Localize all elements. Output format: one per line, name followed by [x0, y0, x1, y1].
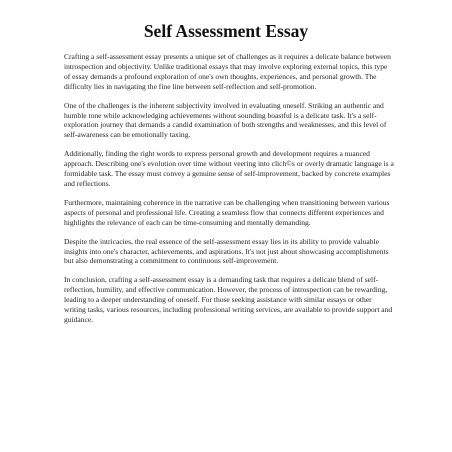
paragraph-essence: Despite the intricacies, the real essence of the self-assessment essay lies in its ability to provide valuable insights into one's character, achievements, and aspirations. It's not just about showcasing accomplishments but also demonstrating a commitment to continuous self-improvement. — [64, 236, 389, 266]
document-body — [64, 52, 394, 334]
paragraph-subjectivity: One of the challenges is the inherent subjectivity involved in evaluating oneself. Striking an authentic and humble tone while acknowledging achievements without sounding boastful is a delicate task. It's a self-exploration journey that demands a candid examination of both strengths and weaknesses, and this level of self-awareness can be emotionally taxing. — [64, 100, 387, 140]
paragraph-coherence: Furthermore, maintaining coherence in the narrative can be challenging when transitioning between various aspects of personal and professional life. Creating a seamless flow that connects different experiences and highlights the relevance of each can be time-consuming and mentally demanding. — [64, 197, 390, 227]
paragraph-growth: Additionally, finding the right words to express personal growth and development requires a nuanced approach. Describing one's evolution over time without veering into clich©s or overly dramatic language is a formidable task. The essay must convey a genuine sense of self-improvement, backed by concrete examples and reflections. — [64, 149, 394, 188]
document-title: Self Assessment Essay — [143, 21, 309, 41]
paragraph-intro: Crafting a self-assessment essay presents a unique set of challenges as it requires a delicate balance between introspection and objectivity. Unlike traditional essays that may involve exploring external topics, this type of essay demands a profound exploration of one's own thoughts, experiences, and personal growth. The difficulty lies in navigating the fine line between self-reflection and self-promotion. — [64, 52, 391, 91]
paragraph-conclusion: In conclusion, crafting a self-assessment essay is a demanding task that requires a delicate blend of self-reflection, humility, and effective communication. However, the process of introspection can be rewarding, leading to a deeper understanding of oneself. For those seeking assistance with similar essays or other writing tasks, various resources, including professional writing services, are available to provide support and guidance. — [64, 275, 393, 324]
